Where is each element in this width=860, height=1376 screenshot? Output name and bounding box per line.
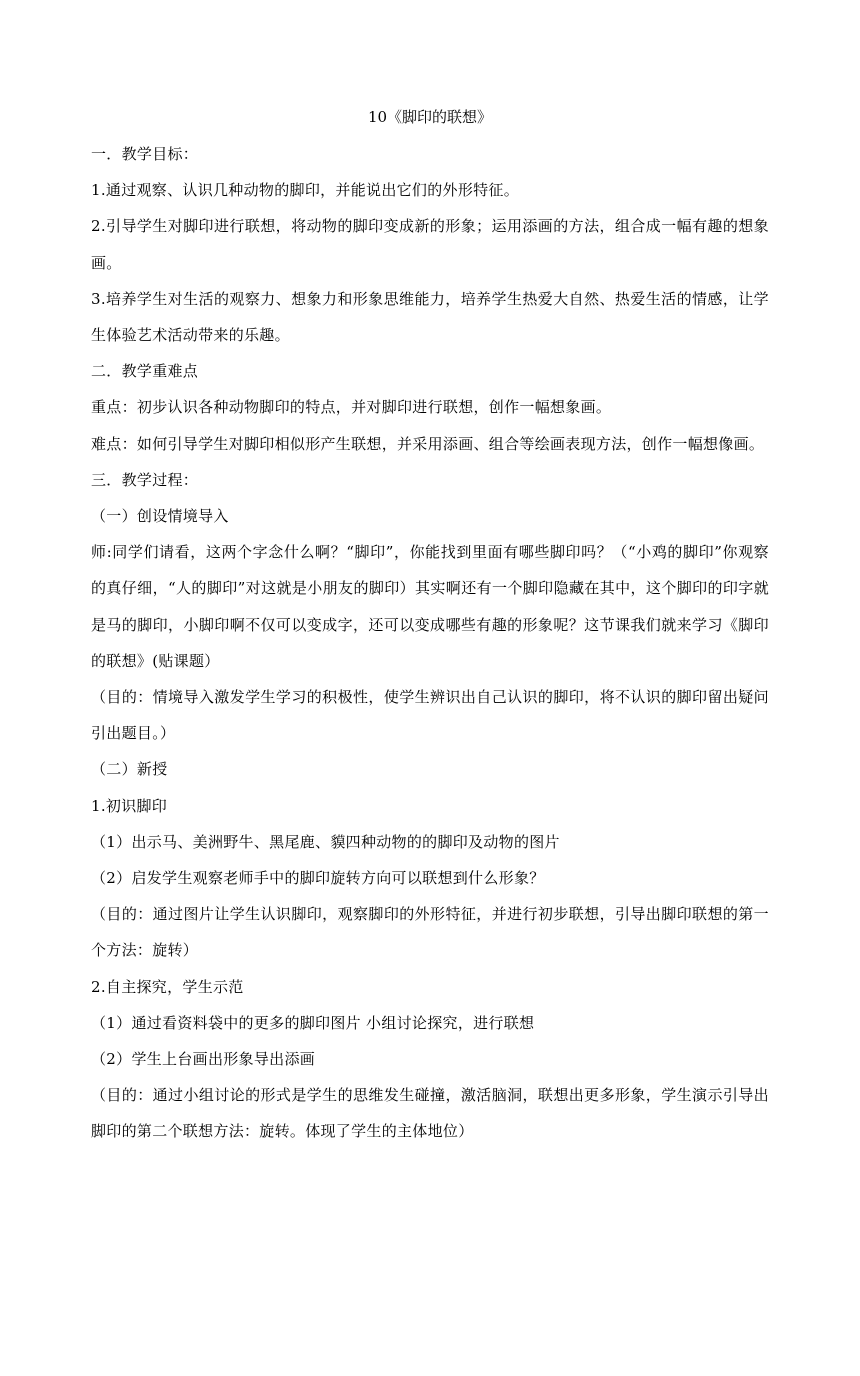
step-1-item-2: （2）启发学生观察老师手中的脚印旋转方向可以联想到什么形象？ [91,869,545,888]
step-2-heading: 2.自主探究，学生示范 [91,977,244,996]
document-title: 10《脚印的联想》 [367,108,493,126]
key-point: 重点：初步认识各种动物脚印的特点，并对脚印进行联想，创作一幅想象画。 [91,398,612,417]
purpose-note-3: （目的：通过小组讨论的形式是学生的思维发生碰撞，激活脑洞，联想出更多形象，学生演示引导出脚印的第二个联想方法：旋转。体现了学生的主体地位） [91,1086,769,1141]
document-body [91,98,769,1150]
step-2-item-2: （2）学生上台画出形象导出添画 [91,1050,316,1069]
subsection-intro: （一）创设情境导入 [91,507,229,526]
step-2-item-1: （1）通过看资料袋中的更多的脚印图片 小组讨论探究，进行联想 [91,1013,535,1032]
subsection-new-lesson: （二）新授 [91,760,168,779]
section-heading-objectives: 一．教学目标： [91,145,199,163]
difficult-point: 难点：如何引导学生对脚印相似形产生联想，并采用添画、组合等绘画表现方法，创作一幅想像画。 [91,434,765,453]
step-1-item-1: （1）出示马、美洲野牛、黑尾鹿、貘四种动物的的脚印及动物的图片 [91,832,560,851]
objective-1: 1.通过观察、认识几种动物的脚印，并能说出它们的外形特征。 [91,181,520,200]
teacher-dialogue: 师:同学们请看，这两个字念什么啊？“脚印”，你能找到里面有哪些脚印吗？（“小鸡的脚印”你观察的真仔细，“人的脚印”对这就是小朋友的脚印）其实啊还有一个脚印隐藏在其中，这个脚印的印字就是马的脚印，小脚印啊不仅可以变成字，还可以变成哪些有趣的形象呢？这节课我们就来学习《脚印的联想》(贴课题） [91,543,769,670]
objective-2: 2.引导学生对脚印进行联想，将动物的脚印变成新的形象；运用添画的方法，组合成一幅有趣的想象画。 [91,217,769,272]
step-1-heading: 1.初识脚印 [91,796,168,815]
section-heading-process: 三．教学过程： [91,470,199,489]
objective-3: 3.培养学生对生活的观察力、想象力和形象思维能力，培养学生热爱大自然、热爱生活的情感，让学生体验艺术活动带来的乐趣。 [91,289,769,345]
purpose-note-1: （目的：情境导入激发学生学习的积极性，使学生辨识出自己认识的脚印，将不认识的脚印留出疑问引出题目。） [91,688,769,743]
purpose-note-2: （目的：通过图片让学生认识脚印，观察脚印的外形特征，并进行初步联想，引导出脚印联想的第一个方法：旋转） [91,905,769,960]
section-heading-key-points: 二．教学重难点 [91,362,199,381]
